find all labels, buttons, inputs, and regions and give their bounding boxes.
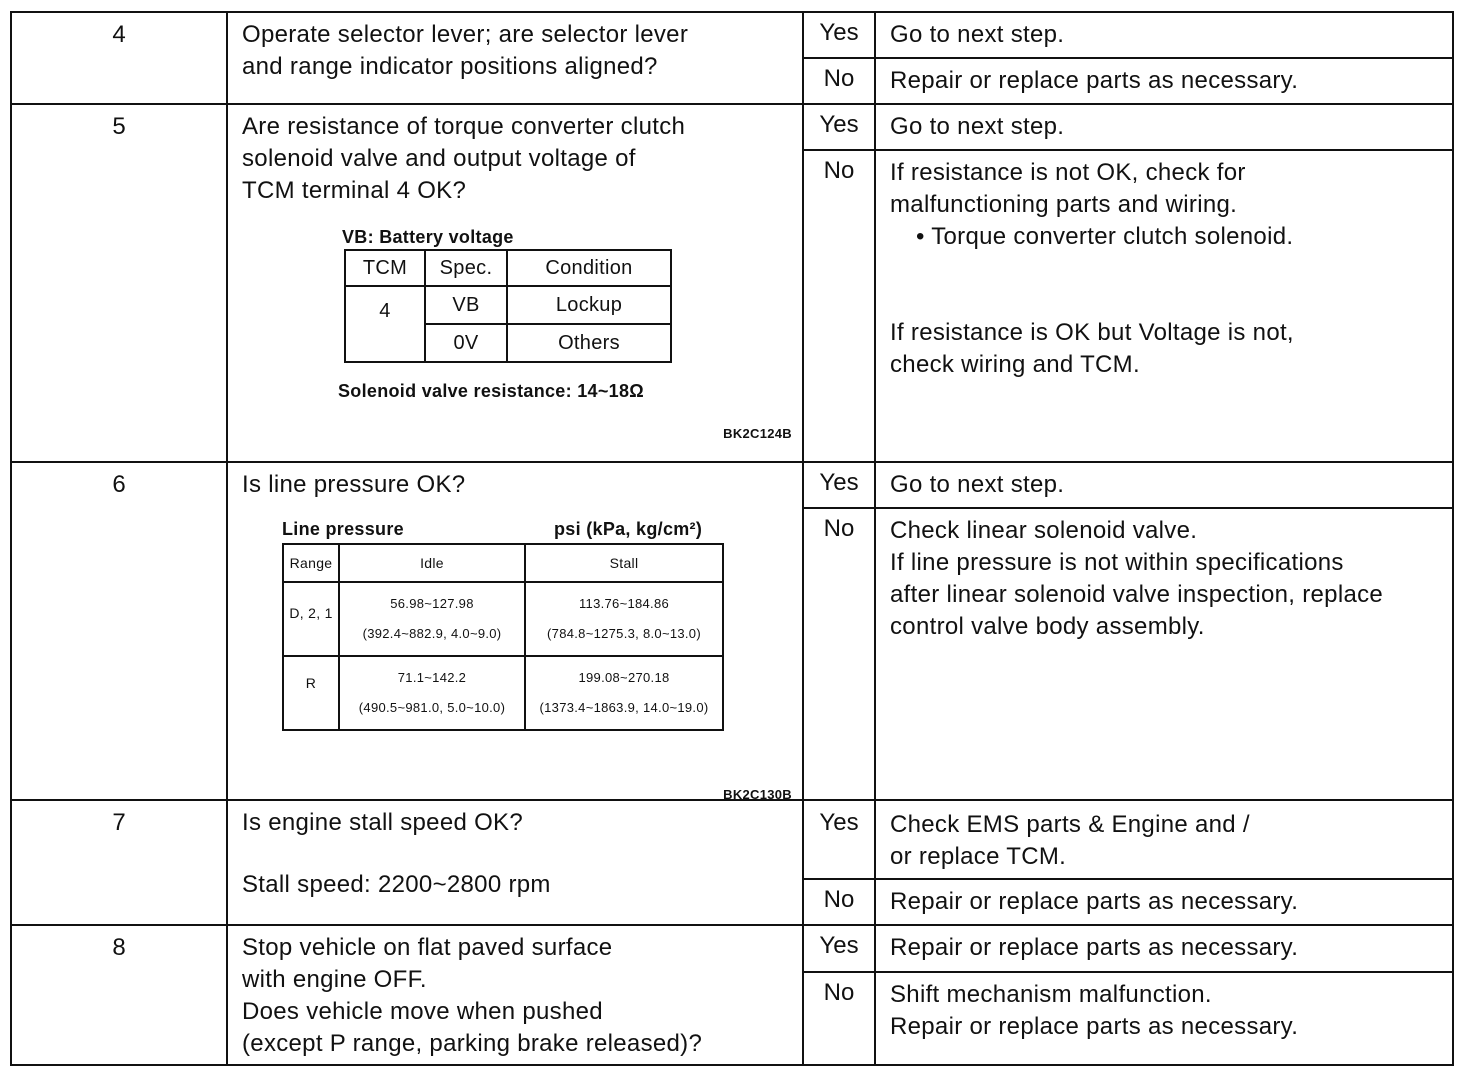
header-cell: Spec. <box>425 250 507 286</box>
figure-title: VB: Battery voltage <box>342 227 514 247</box>
yes-action <box>875 462 1453 508</box>
answer-line: Check linear solenoid valve. <box>890 517 1198 545</box>
diagnostic-table <box>10 11 1454 1066</box>
question-line: Is line pressure OK? <box>242 471 466 498</box>
no-action <box>875 508 1453 800</box>
figure-code: BK2C124B <box>723 426 792 441</box>
header-cell: Condition <box>507 250 671 286</box>
no-label: No <box>803 150 875 462</box>
condition-cell: Lockup <box>507 286 671 324</box>
step-question <box>227 12 803 104</box>
no-action <box>875 972 1453 1065</box>
stall-speed-spec: Stall speed: 2200~2800 rpm <box>242 871 551 898</box>
no-label: No <box>803 58 875 104</box>
question-line: Operate selector lever; are selector lever <box>242 21 689 48</box>
figure-unit: psi (kPa, kg/cm²) <box>554 519 703 539</box>
question-line: Is engine stall speed OK? <box>242 809 524 836</box>
no-action <box>875 150 1453 462</box>
step-number: 8 <box>11 925 227 1065</box>
pressure-value: 113.76~184.86 <box>578 596 670 611</box>
range-cell: D, 2, 1 <box>283 582 339 656</box>
pressure-value: 56.98~127.98 <box>390 596 474 611</box>
tcm-spec-table <box>344 249 672 363</box>
answer-line: check wiring and TCM. <box>890 351 1140 378</box>
line-pressure-figure <box>242 509 794 802</box>
stall-cell <box>525 582 723 656</box>
step-question <box>227 800 803 925</box>
answer-line: Go to next step. <box>890 471 1065 498</box>
question-line: solenoid valve and output voltage of <box>242 145 636 172</box>
answer-line: control valve body assembly. <box>890 613 1205 641</box>
yes-label: Yes <box>803 800 875 879</box>
answer-line: or replace TCM. <box>890 843 1067 870</box>
step-number: 5 <box>11 104 227 462</box>
pressure-value: (490.5~981.0, 5.0~10.0) <box>358 700 506 715</box>
yes-action <box>875 104 1453 150</box>
spec-cell: VB <box>425 286 507 324</box>
no-label: No <box>803 879 875 925</box>
answer-line: If resistance is not OK, check for <box>890 159 1246 186</box>
step-number: 7 <box>11 800 227 925</box>
question-line: with engine OFF. <box>242 966 427 993</box>
pressure-value: 199.08~270.18 <box>578 670 670 685</box>
question-line: Does vehicle move when pushed <box>242 998 603 1025</box>
pressure-value: (1373.4~1863.9, 14.0~19.0) <box>539 700 709 715</box>
line-pressure-table <box>282 543 724 731</box>
terminal-cell: 4 <box>345 286 425 362</box>
yes-action <box>875 925 1453 972</box>
answer-line: Repair or replace parts as necessary. <box>890 888 1299 915</box>
step-question <box>227 925 803 1065</box>
range-cell: R <box>283 656 339 730</box>
idle-cell <box>339 582 525 656</box>
question-line: TCM terminal 4 OK? <box>242 177 467 204</box>
answer-line: Shift mechanism malfunction. <box>890 981 1212 1008</box>
question-line: and range indicator positions aligned? <box>242 53 658 80</box>
yes-action <box>875 800 1453 879</box>
header-cell: Stall <box>525 544 723 582</box>
yes-label: Yes <box>803 12 875 58</box>
header-cell: TCM <box>345 250 425 286</box>
pressure-value: (392.4~882.9, 4.0~9.0) <box>362 626 502 641</box>
stall-cell <box>525 656 723 730</box>
answer-line: Repair or replace parts as necessary. <box>890 67 1299 94</box>
step-number: 4 <box>11 12 227 104</box>
question-line: Stop vehicle on flat paved surface <box>242 934 613 961</box>
idle-cell <box>339 656 525 730</box>
condition-cell: Others <box>507 324 671 362</box>
step-number: 6 <box>11 462 227 800</box>
pressure-value: (784.8~1275.3, 8.0~13.0) <box>547 626 701 641</box>
answer-line: If resistance is OK but Voltage is not, <box>890 319 1294 346</box>
tcm-figure <box>242 221 794 451</box>
spec-cell: 0V <box>425 324 507 362</box>
header-cell: Range <box>283 544 339 582</box>
header-cell: Idle <box>339 544 525 582</box>
no-action <box>875 58 1453 104</box>
question-line: Are resistance of torque converter clutch <box>242 113 686 140</box>
answer-line: Go to next step. <box>890 21 1065 48</box>
yes-label: Yes <box>803 104 875 150</box>
answer-line: Go to next step. <box>890 113 1065 140</box>
answer-line: malfunctioning parts and wiring. <box>890 191 1238 218</box>
figure-code: BK2C130B <box>723 787 792 802</box>
resistance-note: Solenoid valve resistance: 14~18Ω <box>338 381 644 401</box>
figure-title: Line pressure <box>282 519 404 539</box>
no-action <box>875 879 1453 925</box>
no-label: No <box>803 508 875 800</box>
answer-line: after linear solenoid valve inspection, replace <box>890 581 1384 609</box>
yes-label: Yes <box>803 925 875 972</box>
step-question <box>227 462 803 800</box>
yes-action <box>875 12 1453 58</box>
yes-label: Yes <box>803 462 875 508</box>
pressure-value: 71.1~142.2 <box>397 670 467 685</box>
answer-line: Repair or replace parts as necessary. <box>890 934 1299 961</box>
answer-bullet: • Torque converter clutch solenoid. <box>916 223 1294 250</box>
step-question <box>227 104 803 462</box>
question-line: (except P range, parking brake released)? <box>242 1030 703 1057</box>
answer-line: Check EMS parts & Engine and / <box>890 811 1250 838</box>
no-label: No <box>803 972 875 1065</box>
answer-line: If line pressure is not within specifications <box>890 549 1344 577</box>
answer-line: Repair or replace parts as necessary. <box>890 1013 1299 1040</box>
